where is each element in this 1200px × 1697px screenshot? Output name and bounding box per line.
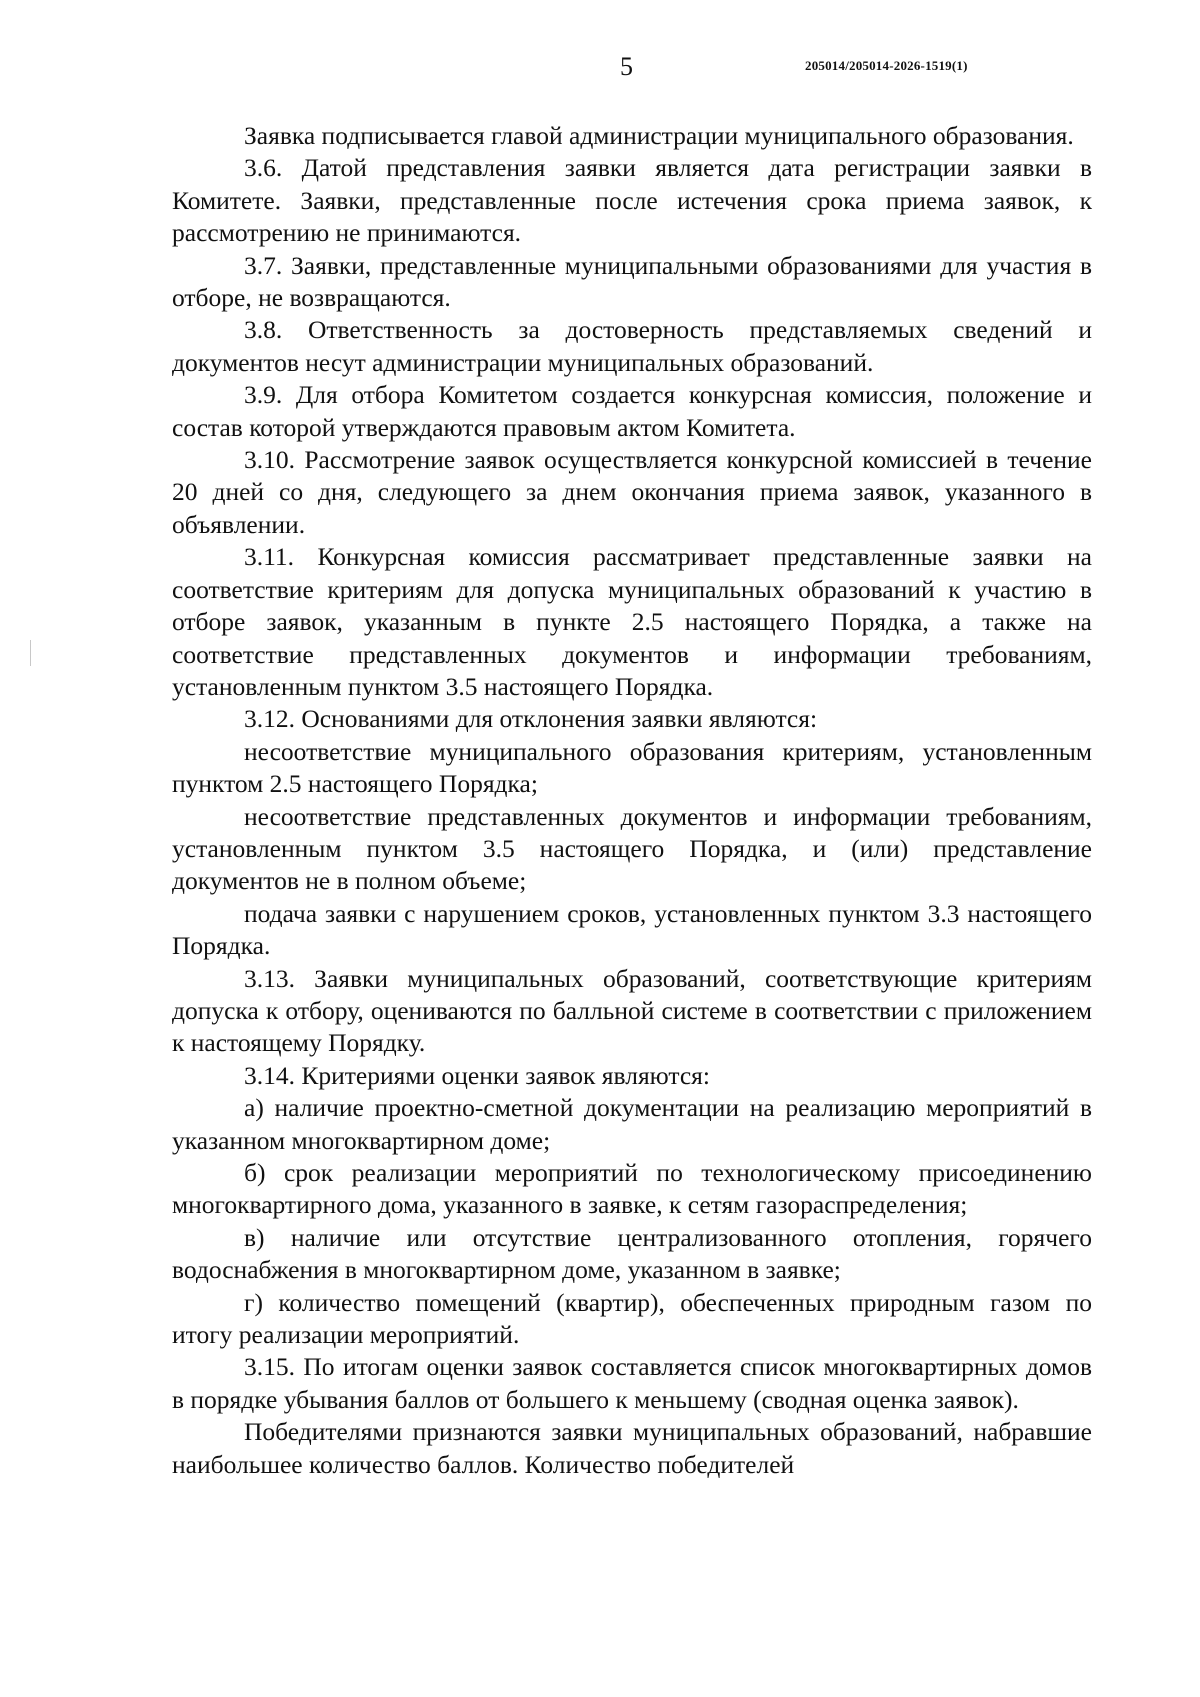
paragraph: Заявка подписывается главой администрации муниципального образования. xyxy=(244,121,1074,150)
paragraph: а) наличие проектно-сметной документации на реализацию мероприятий в указанном многоквартирном доме; xyxy=(172,1093,1092,1155)
paragraph: 3.6. Датой представления заявки является дата регистрации заявки в Комитете. Заявки, представленные после истечения срока приема заявок, к рассмотрению не принимаются. xyxy=(172,153,1092,248)
paragraph: в) наличие или отсутствие централизованного отопления, горячего водоснабжения в многоквартирном доме, указанном в заявке; xyxy=(172,1222,1092,1285)
paragraph: несоответствие представленных документов и информации требованиям, установленным пунктом 3.5 настоящего Порядка, и (или) представление документов не в полном объеме; xyxy=(172,801,1092,896)
paragraph: 3.14. Критериями оценки заявок являются: xyxy=(244,1060,710,1090)
document-body xyxy=(172,120,1092,1481)
paragraph: 3.12. Основаниями для отклонения заявки являются: xyxy=(244,704,818,734)
paragraph: подача заявки с нарушением сроков, установленных пунктом 3.3 настоящего Порядка. xyxy=(172,898,1092,961)
paragraph: 3.8. Ответственность за достоверность представляемых сведений и документов несут администрации муниципальных образований. xyxy=(172,315,1092,377)
paragraph: несоответствие муниципального образования критериям, установленным пунктом 2.5 настоящего Порядка; xyxy=(172,736,1092,799)
paragraph: г) количество помещений (квартир), обеспеченных природным газом по итогу реализации мероприятий. xyxy=(172,1287,1092,1350)
paragraph: б) срок реализации мероприятий по технологическому присоединению многоквартирного дома, указанного в заявке, к сетям газораспределения; xyxy=(172,1158,1092,1220)
paragraph: 3.11. Конкурсная комиссия рассматривает представленные заявки на соответствие критериям для допуска муниципальных образований к участию в отборе заявок, указанным в пункте 2.5 настоящего Порядка, а также на соответствие представленных документов и информации требованиям, установленным пунктом 3.5 настоящего Порядка. xyxy=(172,542,1092,701)
paragraph: 3.10. Рассмотрение заявок осуществляется конкурсной комиссией в течение 20 дней со дня, следующего за днем окончания приема заявок, указанного в объявлении. xyxy=(172,445,1092,539)
document-code: 205014/205014-2026-1519(1) xyxy=(805,58,968,73)
page-number: 5 xyxy=(620,52,633,81)
paragraph: 3.13. Заявки муниципальных образований, соответствующие критериям допуска к отбору, оцениваются по балльной системе в соответствии с приложением к настоящему Порядку. xyxy=(172,963,1092,1058)
paragraph: 3.15. По итогам оценки заявок составляется список многоквартирных домов в порядке убывания баллов от большего к меньшему (сводная оценка заявок). xyxy=(172,1352,1092,1414)
paragraph: Победителями признаются заявки муниципальных образований, набравшие наибольшее количество баллов. Количество победителей xyxy=(172,1417,1092,1479)
margin-mark xyxy=(30,640,37,666)
paragraph: 3.9. Для отбора Комитетом создается конкурсная комиссия, положение и состав которой утверждаются правовым актом Комитета. xyxy=(172,380,1092,442)
paragraph: 3.7. Заявки, представленные муниципальными образованиями для участия в отборе, не возвращаются. xyxy=(172,250,1092,313)
